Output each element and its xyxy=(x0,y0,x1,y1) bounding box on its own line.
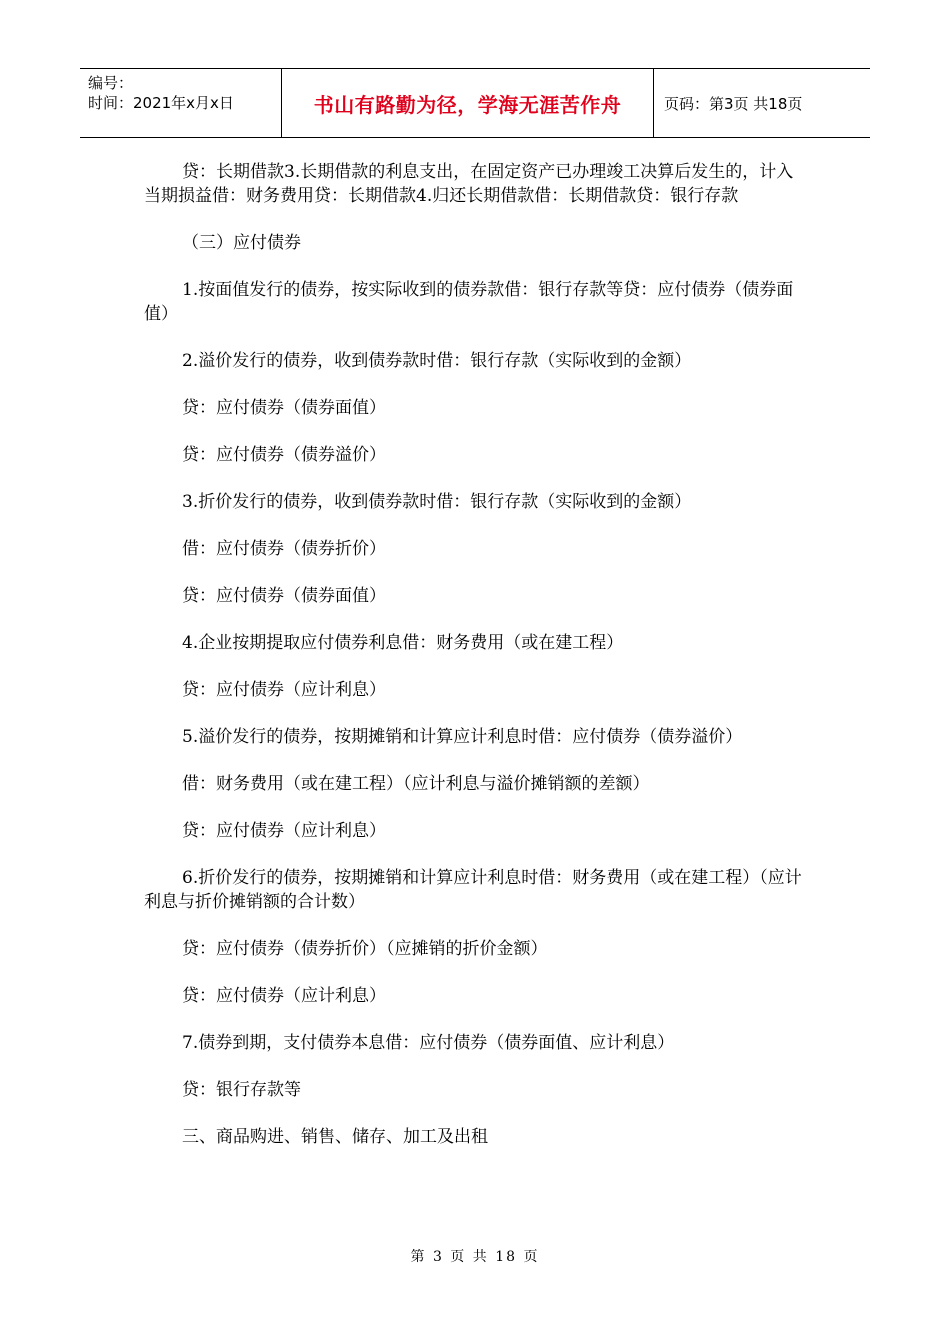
paragraph: 2.溢价发行的债券，收到债券款时借：银行存款（实际收到的金额） xyxy=(182,351,692,371)
paragraph: 4.企业按期提取应付债券利息借：财务费用（或在建工程） xyxy=(182,633,624,653)
paragraph: 6.折价发行的债券，按期摊销和计算应计利息时借：财务费用（或在建工程）（应计利息与折价摊销额的合计数） xyxy=(144,868,802,912)
document-date: 时间：2021年x月x日 xyxy=(88,94,234,112)
page-footer: 第 3 页 共 18 页 xyxy=(410,1249,540,1265)
paragraph: 贷：应付债券（应计利息） xyxy=(182,821,386,841)
paragraph: 贷：应付债券（债券面值） xyxy=(182,398,386,418)
section-heading: 三、商品购进、销售、储存、加工及出租 xyxy=(182,1127,488,1147)
paragraph: 贷：应付债券（应计利息） xyxy=(182,680,386,700)
paragraph: 借：财务费用（或在建工程）（应计利息与溢价摊销额的差额） xyxy=(182,774,650,794)
document-body xyxy=(144,160,810,1172)
section-heading: （三）应付债券 xyxy=(182,233,301,253)
paragraph: 3.折价发行的债券，收到债券款时借：银行存款（实际收到的金额） xyxy=(182,492,692,512)
header-page-info: 页码：第3页 共18页 xyxy=(664,94,803,113)
document-header xyxy=(80,68,870,138)
paragraph: 7.债券到期，支付债券本息借：应付债券（债券面值、应计利息） xyxy=(182,1033,675,1053)
header-motto: 书山有路勤为径，学海无涯苦作舟 xyxy=(282,69,654,137)
paragraph: 1.按面值发行的债券，按实际收到的债券款借：银行存款等贷：应付债券（债券面值） xyxy=(144,280,794,324)
paragraph: 贷：应付债券（债券折价）（应摊销的折价金额） xyxy=(182,939,548,959)
header-meta xyxy=(80,69,282,137)
paragraph: 贷：应付债券（应计利息） xyxy=(182,986,386,1006)
paragraph: 5.溢价发行的债券，按期摊销和计算应计利息时借：应付债券（债券溢价） xyxy=(182,727,743,747)
paragraph: 贷：长期借款3.长期借款的利息支出，在固定资产已办理竣工决算后发生的，计入当期损益借：财务费用贷：长期借款4.归还长期借款借：长期借款贷：银行存款 xyxy=(144,162,794,206)
paragraph: 借：应付债券（债券折价） xyxy=(182,539,386,559)
paragraph: 贷：应付债券（债券面值） xyxy=(182,586,386,606)
document-number-label: 编号： xyxy=(88,74,134,92)
paragraph: 贷：应付债券（债券溢价） xyxy=(182,445,386,465)
paragraph: 贷：银行存款等 xyxy=(182,1080,301,1100)
